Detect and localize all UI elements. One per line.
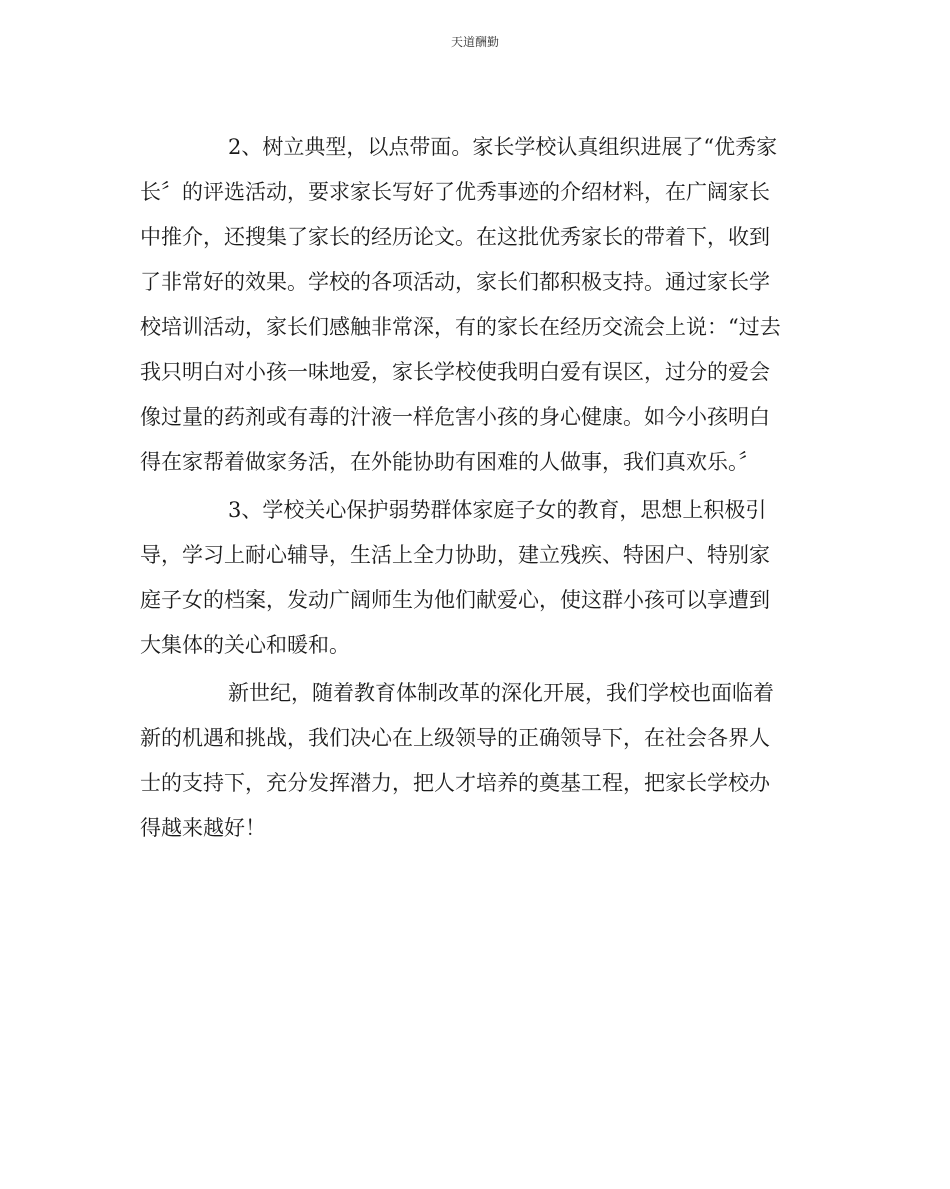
document-body (140, 125, 805, 851)
paragraph-line: 士的支持下，充分发挥潜力，把人才培养的奠基工程，把家长学校办 (140, 771, 770, 795)
paragraph-line: 得在家帮着做家务活，在外能协助有困难的人做事，我们真欢乐。〞 (140, 450, 760, 474)
paragraph-line: 校培训活动，家长们感触非常深，有的家长在经历交流会上说：“过去 (140, 315, 781, 339)
paragraph-line: 庭子女的档案，发动广阔师生为他们献爱心，使这群小孩可以享遭到 (140, 588, 770, 612)
paragraph-line: 得越来越好！ (140, 816, 266, 840)
paragraph-line: 长〞的评选活动，要求家长写好了优秀事迹的介绍材料，在广阔家长 (140, 180, 770, 204)
paragraph-1 (140, 125, 805, 485)
paragraph-line: 中推介，还搜集了家长的经历论文。在这批优秀家长的带着下，收到 (140, 225, 770, 249)
paragraph-line: 2、树立典型，以点带面。家长学校认真组织进展了“优秀家 (228, 135, 778, 159)
paragraph-line: 大集体的关心和暖和。 (140, 633, 350, 657)
paragraph-line: 了非常好的效果。学校的各项活动，家长们都积极支持。通过家长学 (140, 270, 770, 294)
paragraph-line: 3、学校关心保护弱势群体家庭子女的教育，思想上积极引 (228, 498, 767, 522)
page-header: 天道酬勤 (450, 35, 499, 49)
paragraph-line: 新世纪，随着教育体制改革的深化开展，我们学校也面临着 (228, 681, 774, 705)
paragraph-line: 我只明白对小孩一味地爱，家长学校使我明白爱有误区，过分的爱会 (140, 360, 770, 384)
paragraph-line: 像过量的药剂或有毒的汁液一样危害小孩的身心健康。如今小孩明白 (140, 405, 770, 429)
paragraph-line: 导，学习上耐心辅导，生活上全力协助，建立残疾、特困户、特别家 (140, 543, 770, 567)
paragraph-line: 新的机遇和挑战，我们决心在上级领导的正确领导下，在社会各界人 (140, 726, 770, 750)
paragraph-3 (140, 671, 805, 851)
paragraph-2 (140, 488, 805, 668)
